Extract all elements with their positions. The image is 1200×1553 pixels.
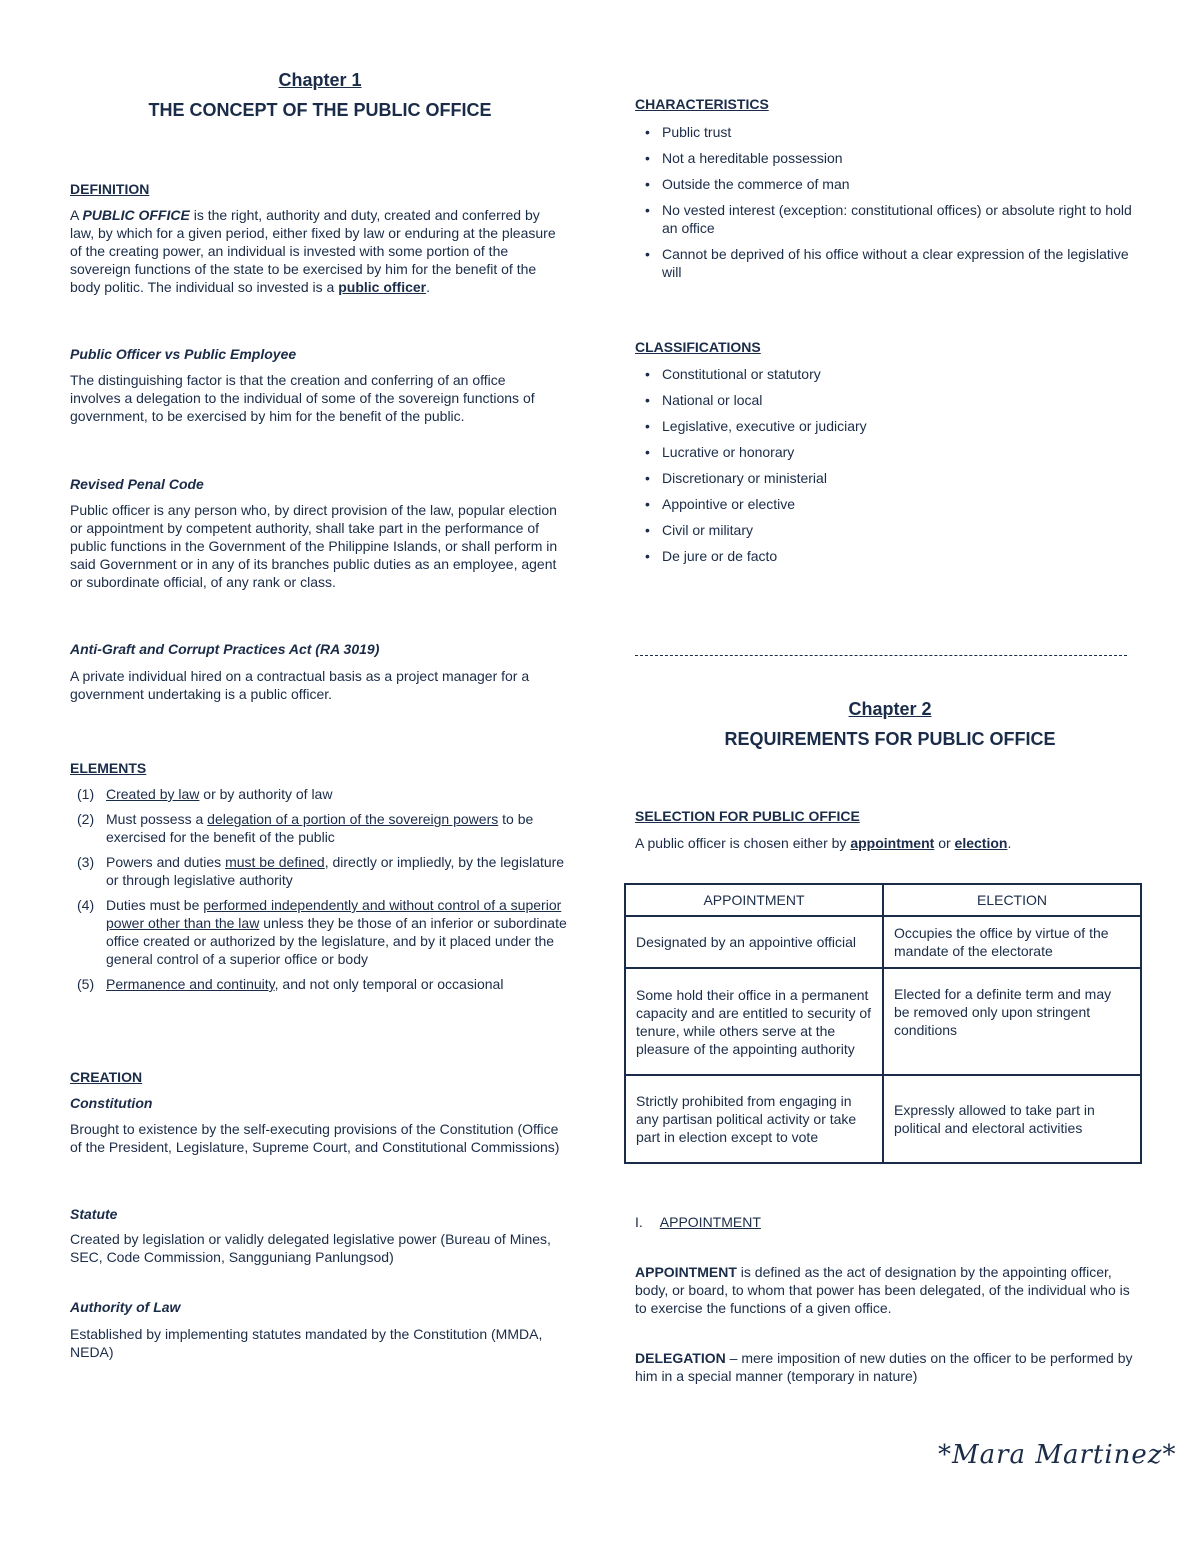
appointment-term: appointment	[850, 835, 935, 851]
officer-vs-employee-heading: Public Officer vs Public Employee	[70, 346, 297, 362]
table-row	[625, 1075, 1141, 1163]
list-item: • Legislative, executive or judiciary	[635, 417, 1135, 435]
list-item: • Outside the commerce of man	[635, 175, 1135, 193]
list-item: • Discretionary or ministerial	[635, 469, 1135, 487]
creation-heading: CREATION	[70, 1069, 143, 1085]
table-cell: Expressly allowed to take part in political and electoral activities	[883, 1075, 1141, 1163]
delegation-definition: DELEGATION – mere imposition of new duties on the officer to be performed by him in a special manner (temporary in nature)	[635, 1350, 1133, 1384]
definition-text: A PUBLIC OFFICE is the right, authority and duty, created and conferred by law, by which for a given period, either fixed by law or enduring at the pleasure of the creating power, an individual is invested with some portion of the sovereign functions of the state to be exercised by him for the benefit of the body politic. The individual so invested is a public officer.	[70, 207, 556, 295]
table-cell: Strictly prohibited from engaging in any partisan political activity or take part in election except to vote	[625, 1075, 883, 1163]
statute-heading: Statute	[70, 1206, 118, 1222]
elements-heading: ELEMENTS	[70, 760, 147, 776]
table-row	[625, 968, 1141, 1075]
table-header: ELECTION	[883, 884, 1141, 916]
classifications-heading: CLASSIFICATIONS	[635, 339, 761, 355]
table-cell: Some hold their office in a permanent capacity and are entitled to security of tenure, while others serve at the pleasure of the appointing authority	[625, 968, 883, 1075]
antigraft-text: A private individual hired on a contractual basis as a project manager for a government undertaking is a public officer.	[70, 668, 530, 702]
list-item: (5) Permanence and continuity, and not only temporal or occasional	[77, 976, 504, 992]
chapter-2-label: Chapter 2	[848, 699, 932, 719]
characteristics-list	[635, 123, 1135, 289]
public-officer-term: public officer	[338, 279, 427, 295]
rpc-heading: Revised Penal Code	[70, 476, 204, 492]
table-header: APPOINTMENT	[625, 884, 883, 916]
rpc-text: Public officer is any person who, by direct provision of the law, popular election or appointment by competent authority, shall take part in the performance of public functions in the Government of the Philippine Islands, or shall perform in said Government or in any of its branches public duties as an employee, agent or subordinate official, of any rank or class.	[70, 502, 558, 590]
chapter-1-title: THE CONCEPT OF THE PUBLIC OFFICE	[148, 100, 492, 120]
list-item: • Lucrative or honorary	[635, 443, 1135, 461]
list-item: (2) Must possess a delegation of a portion of the sovereign powers to be exercised for the benefit of the public	[77, 811, 534, 845]
table-cell: Elected for a definite term and may be removed only upon stringent conditions	[883, 968, 1141, 1075]
table-cell: Occupies the office by virtue of the mandate of the electorate	[883, 916, 1141, 968]
classifications-list	[635, 365, 1135, 573]
constitution-heading: Constitution	[70, 1095, 153, 1111]
section-divider	[635, 655, 1127, 656]
constitution-text: Brought to existence by the self-executing provisions of the Constitution (Office of the President, Legislature, Supreme Court, and Constitutional Commissions)	[70, 1121, 560, 1155]
appointment-definition: APPOINTMENT is defined as the act of designation by the appointing officer, body, or board, to whom that power has been delegated, of the individual who is to exercise the functions of a given office.	[635, 1264, 1130, 1316]
table-header-row	[625, 884, 1141, 916]
officer-vs-employee-text: The distinguishing factor is that the creation and conferring of an office involves a delegation to the individual of some of the sovereign functions of government, to be exercised by him for the benefit of the public.	[70, 372, 535, 424]
list-item: • Constitutional or statutory	[635, 365, 1135, 383]
author-signature: *Mara Martinez*	[938, 1440, 1177, 1470]
authority-text: Established by implementing statutes mandated by the Constitution (MMDA, NEDA)	[70, 1326, 543, 1360]
definition-heading: DEFINITION	[70, 181, 150, 197]
list-item: (4) Duties must be performed independently and without control of a superior power other than the law unless they be those of an inferior or subordinate office created or authorized by the legislature, and by it placed under the general control of a superior office or body	[77, 897, 567, 967]
list-item: • No vested interest (exception: constitutional offices) or absolute right to hold an office	[635, 201, 1135, 237]
public-office-term: PUBLIC OFFICE	[82, 207, 190, 223]
list-item: • Appointive or elective	[635, 495, 1135, 513]
list-item: (3) Powers and duties must be defined, directly or impliedly, by the legislature or through legislative authority	[77, 854, 565, 888]
appointment-section-heading: I. APPOINTMENT	[635, 1214, 761, 1230]
list-item: • Cannot be deprived of his office without a clear expression of the legislative will	[635, 245, 1135, 281]
appointment-vs-election-table	[624, 883, 1142, 1164]
elements-list	[70, 785, 570, 1000]
authority-heading: Authority of Law	[70, 1299, 181, 1315]
antigraft-heading: Anti-Graft and Corrupt Practices Act (RA 3019)	[70, 641, 380, 657]
list-item: (1) Created by law or by authority of law	[77, 786, 333, 802]
table-row	[625, 916, 1141, 968]
statute-text: Created by legislation or validly delegated legislative power (Bureau of Mines, SEC, Code Commission, Sangguniang Panlungsod)	[70, 1231, 551, 1265]
selection-heading: SELECTION FOR PUBLIC OFFICE	[635, 808, 860, 824]
chapter-1-label: Chapter 1	[278, 70, 362, 90]
chapter-2-title: REQUIREMENTS FOR PUBLIC OFFICE	[724, 729, 1056, 749]
list-item: • National or local	[635, 391, 1135, 409]
characteristics-heading: CHARACTERISTICS	[635, 96, 769, 112]
selection-text: A public officer is chosen either by appointment or election.	[635, 835, 1012, 851]
list-item: • Public trust	[635, 123, 1135, 141]
list-item: • De jure or de facto	[635, 547, 1135, 565]
election-term: election	[954, 835, 1008, 851]
list-item: • Not a hereditable possession	[635, 149, 1135, 167]
list-item: • Civil or military	[635, 521, 1135, 539]
table-cell: Designated by an appointive official	[625, 916, 883, 968]
